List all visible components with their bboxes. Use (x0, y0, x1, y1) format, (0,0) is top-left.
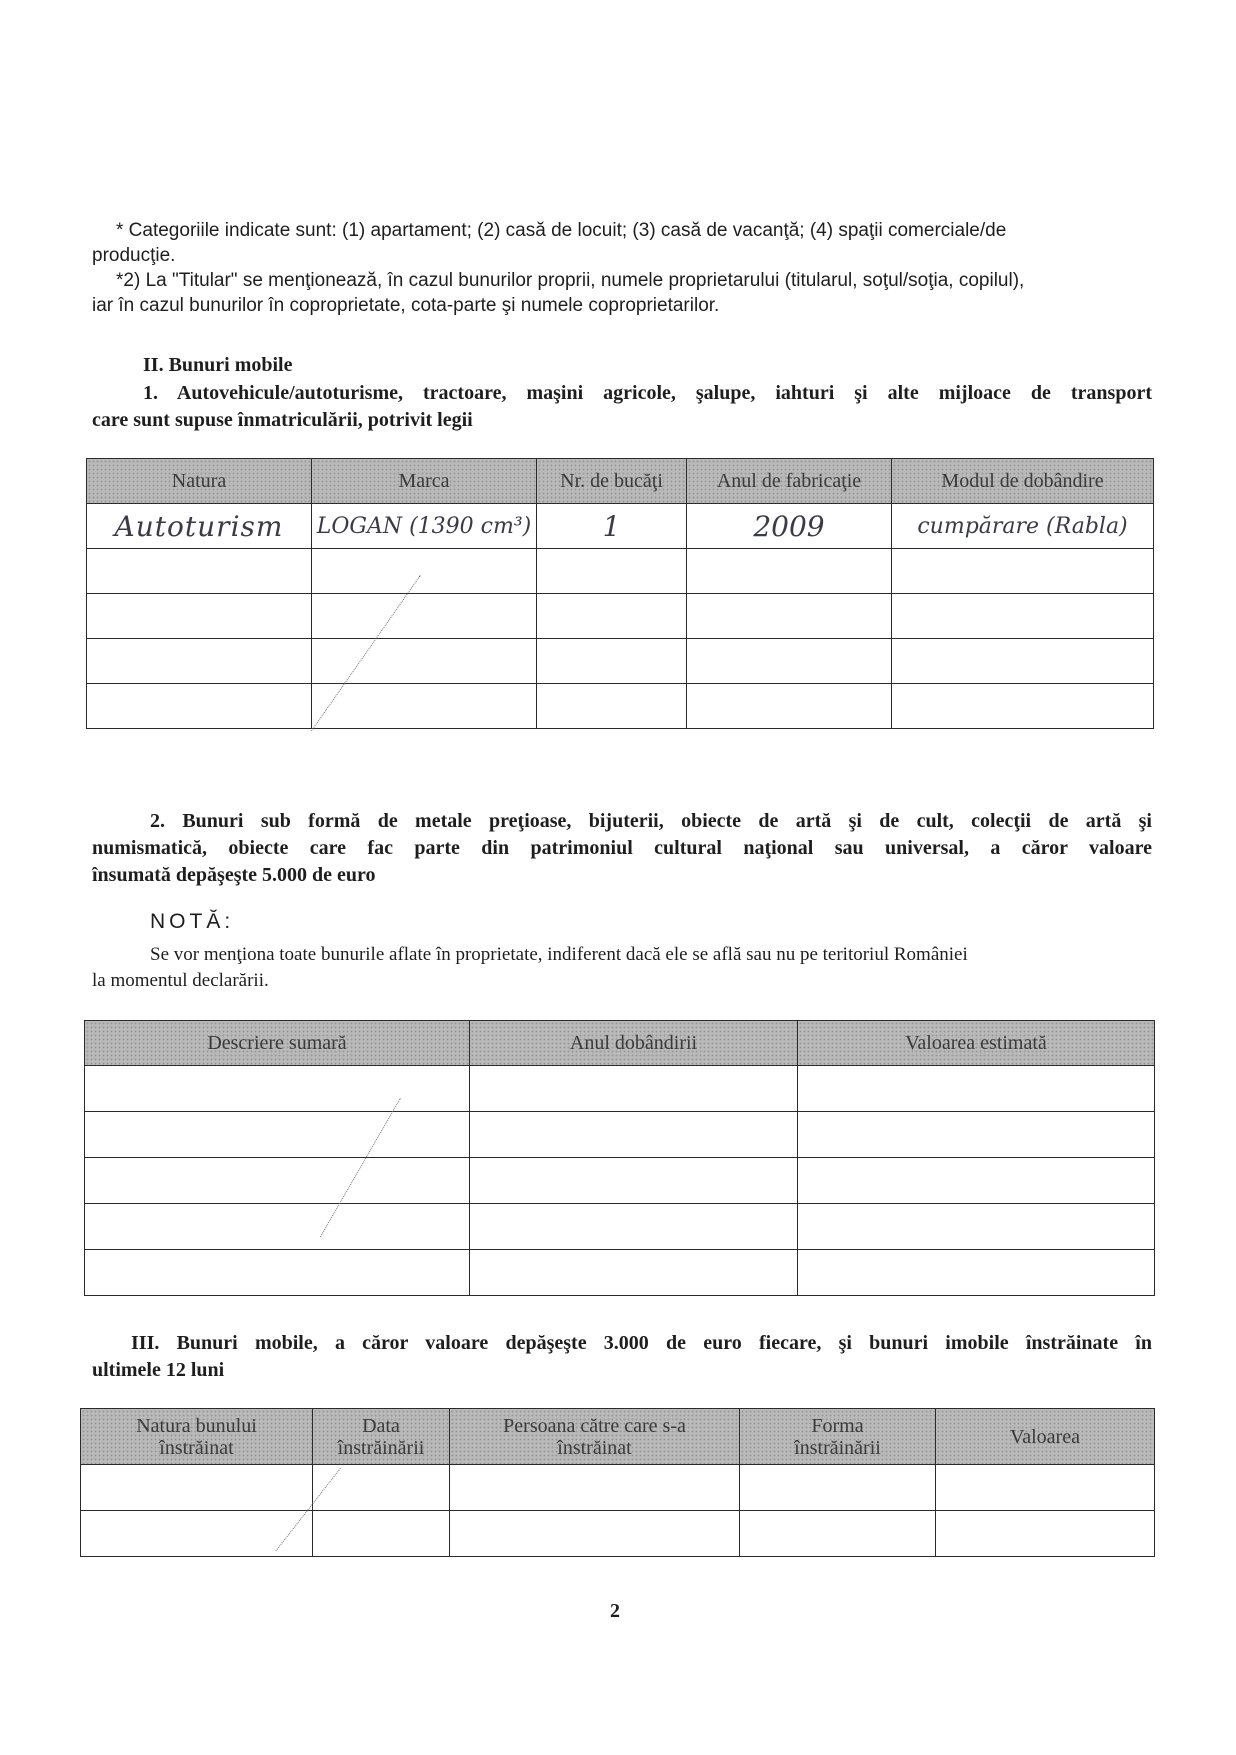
header-persoana-line2: înstrăinat (557, 1436, 632, 1459)
handwritten-anul: 2009 (753, 509, 825, 543)
empty-cell (313, 1511, 450, 1557)
vehicles-table (86, 458, 1154, 729)
header-forma-line1: Forma (811, 1414, 864, 1437)
valuables-subheading-line1: 2. Bunuri sub formă de metale preţioase, bijuterii, obiecte de artă şi de cult, colecţii de artă şi (150, 810, 1152, 832)
header-natura: Natura (87, 459, 312, 504)
vehicles-subheading-line1: 1. Autovehicule/autoturisme, tractoare, maşini agricole, şalupe, iahturi şi alte mijloace de transport (143, 382, 1152, 404)
header-modul-dobandire: Modul de dobândire (892, 459, 1154, 504)
valuables-empty-row (85, 1066, 1155, 1112)
categories-note-line1: * Categoriile indicate sunt: (1) apartament; (2) casă de locuit; (3) casă de vacanţă; (4) spaţii comerciale/de (116, 220, 1007, 241)
header-data-instrainarii (313, 1409, 450, 1465)
empty-cell (798, 1112, 1155, 1158)
empty-cell (85, 1204, 470, 1250)
vehicles-empty-row (87, 639, 1154, 684)
empty-cell (450, 1465, 740, 1511)
header-persoana-line1: Persoana către care s-a (503, 1414, 686, 1437)
empty-cell (687, 549, 892, 594)
handwritten-natura: Autoturism (114, 509, 284, 543)
empty-cell (537, 549, 687, 594)
alienated-empty-row (81, 1511, 1155, 1557)
empty-cell (470, 1112, 798, 1158)
alienated-assets-table (80, 1408, 1155, 1557)
vehicles-subheading-line2: care sunt supuse înmatriculării, potrivit legii (92, 409, 473, 431)
empty-cell (798, 1204, 1155, 1250)
section-3-heading-line2: ultimele 12 luni (92, 1359, 225, 1381)
handwritten-nr-bucati: 1 (602, 509, 621, 543)
header-valoarea-estimata: Valoarea estimată (798, 1021, 1155, 1066)
vehicles-empty-row (87, 594, 1154, 639)
empty-cell (81, 1511, 313, 1557)
header-marca: Marca (312, 459, 537, 504)
header-valoarea: Valoarea (936, 1409, 1155, 1465)
alienated-empty-row (81, 1465, 1155, 1511)
empty-cell (740, 1511, 936, 1557)
empty-cell (312, 684, 537, 729)
empty-cell (798, 1066, 1155, 1112)
vehicles-empty-row (87, 549, 1154, 594)
empty-cell (85, 1066, 470, 1112)
empty-cell (687, 684, 892, 729)
empty-cell (798, 1250, 1155, 1296)
valuables-subheading-line2: numismatică, obiecte care fac parte din patrimoniul cultural naţional sau universal, a căror valoare (92, 837, 1152, 859)
empty-cell (470, 1066, 798, 1112)
header-persoana (450, 1409, 740, 1465)
empty-cell (312, 549, 537, 594)
cell-natura (87, 504, 312, 549)
categories-note (92, 218, 1152, 318)
header-anul-dobandirii: Anul dobândirii (470, 1021, 798, 1066)
alienated-table-header-row (81, 1409, 1155, 1465)
nota-text-line2: la momentul declarării. (92, 970, 269, 991)
header-natura-bunului-line1: Natura bunului (136, 1414, 257, 1437)
nota-text-line1: Se vor menţiona toate bunurile aflate în proprietate, indiferent dacă ele se află sau nu pe teritoriul României (150, 944, 968, 965)
empty-cell (470, 1250, 798, 1296)
empty-cell (312, 594, 537, 639)
empty-cell (892, 684, 1154, 729)
cell-modul-dobandire (892, 504, 1154, 549)
header-data-line1: Data (362, 1414, 400, 1437)
header-forma-line2: înstrăinării (794, 1436, 881, 1459)
handwritten-marca: LOGAN (1390 cm³) (316, 513, 532, 539)
vehicles-table-header-row (87, 459, 1154, 504)
empty-cell (470, 1158, 798, 1204)
cell-nr-bucati (537, 504, 687, 549)
nota-label: NOTĂ: (150, 910, 235, 933)
empty-cell (936, 1465, 1155, 1511)
valuables-table (84, 1020, 1155, 1296)
section-3-heading (92, 1330, 1152, 1384)
empty-cell (87, 639, 312, 684)
cell-anul-fabricatie (687, 504, 892, 549)
empty-cell (892, 549, 1154, 594)
valuables-subheading-line3: însumată depăşeşte 5.000 de euro (92, 864, 376, 886)
vehicles-subheading (92, 380, 1152, 434)
empty-cell (537, 639, 687, 684)
header-forma-instrainarii (740, 1409, 936, 1465)
page-number: 2 (610, 1600, 620, 1622)
empty-cell (87, 594, 312, 639)
empty-cell (740, 1465, 936, 1511)
empty-cell (936, 1511, 1155, 1557)
empty-cell (85, 1158, 470, 1204)
empty-cell (892, 639, 1154, 684)
valuables-empty-row (85, 1250, 1155, 1296)
empty-cell (687, 639, 892, 684)
categories-note-line2: producţie. (92, 245, 176, 266)
valuables-empty-row (85, 1112, 1155, 1158)
header-natura-bunului (81, 1409, 313, 1465)
header-nr-bucati: Nr. de bucăţi (537, 459, 687, 504)
titular-note-line1: *2) La "Titular" se menţionează, în cazul bunurilor proprii, numele proprietarului (titularul, soţul/soţia, copilul), (116, 270, 1025, 291)
empty-cell (87, 549, 312, 594)
empty-cell (85, 1250, 470, 1296)
empty-cell (313, 1465, 450, 1511)
handwritten-modul: cumpărare (Rabla) (917, 513, 1128, 539)
section-2-heading: II. Bunuri mobile (143, 354, 293, 376)
empty-cell (798, 1158, 1155, 1204)
empty-cell (81, 1465, 313, 1511)
empty-cell (537, 594, 687, 639)
empty-cell (470, 1204, 798, 1250)
header-natura-bunului-line2: înstrăinat (159, 1436, 234, 1459)
cell-marca (312, 504, 537, 549)
valuables-table-header-row (85, 1021, 1155, 1066)
empty-cell (537, 684, 687, 729)
empty-cell (312, 639, 537, 684)
header-data-line2: înstrăinării (337, 1436, 425, 1459)
section-3-heading-line1: III. Bunuri mobile, a căror valoare depăşeşte 3.000 de euro fiecare, şi bunuri imobile înstrăinate în (131, 1332, 1152, 1354)
valuables-empty-row (85, 1204, 1155, 1250)
valuables-empty-row (85, 1158, 1155, 1204)
empty-cell (892, 594, 1154, 639)
vehicles-empty-row (87, 684, 1154, 729)
titular-note-line2: iar în cazul bunurilor în coproprietate, cota-parte şi numele coproprietarilor. (92, 295, 720, 316)
header-descriere: Descriere sumară (85, 1021, 470, 1066)
header-anul-fabricatie: Anul de fabricaţie (687, 459, 892, 504)
empty-cell (87, 684, 312, 729)
empty-cell (687, 594, 892, 639)
nota-text (92, 942, 1154, 994)
vehicles-table-row (87, 504, 1154, 549)
empty-cell (85, 1112, 470, 1158)
valuables-subheading (92, 808, 1152, 889)
empty-cell (450, 1511, 740, 1557)
